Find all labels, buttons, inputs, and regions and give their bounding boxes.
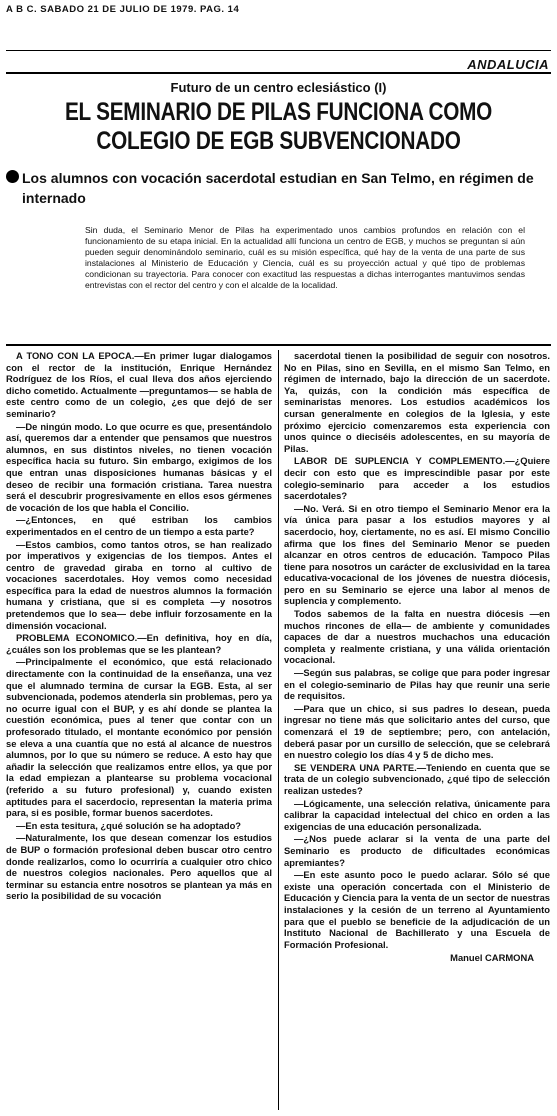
paragraph-text: —No. Verá. Si en otro tiempo el Seminario Menor era la vía única para pasar a los estudios mayores y al sacerdocio, hoy, ciertamente, no es así. El mismo Concilio afirma que los fines del Seminario Menor se pueden alcanzar en otros centros de educación. Tampoco Pilas tiene para nosotros un carácter de exclusividad en la tarea educativa-vocacional de los jóvenes de nuestra diócesis, pero en su Seminario se ejerce una labor al menos de suplencia y complemento. <box>284 502 550 607</box>
article-paragraph <box>284 608 550 666</box>
article-paragraph <box>6 421 272 514</box>
bullet-icon <box>6 170 19 183</box>
article-paragraph <box>284 350 550 454</box>
paragraph-text: —¿Entonces, en qué estriban los cambios experimentados en el centro de un tiempo a esta parte? <box>6 514 272 537</box>
paragraph-subheading: A TONO CON LA EPOCA. <box>16 350 135 361</box>
article-paragraph <box>6 514 272 537</box>
paragraph-text: —Según sus palabras, se colige que para poder ingresar en el colegio-seminario de Pilas hay que reunir una serie de requisitos. <box>284 667 550 702</box>
article-paragraph <box>284 869 550 950</box>
article-paragraph <box>284 503 550 607</box>
lead-rule <box>6 344 551 346</box>
paragraph-subheading: PROBLEMA ECONOMICO. <box>16 632 138 644</box>
section-rule <box>6 72 551 74</box>
article-headline <box>54 98 503 156</box>
column-divider <box>278 350 279 1110</box>
paragraph-text: —En esta tesitura, ¿qué solución se ha adoptado? <box>16 819 242 831</box>
article-paragraph <box>6 350 272 420</box>
article-paragraph <box>6 656 272 818</box>
paragraph-text: —En primer lugar dialogamos con el rector de la institución, Enrique Hernández Rodríguez de los Ríos, el cual lleva dos años ejerciendo dicho cometido. Actualmente —preguntamos— se habla de este centro como de un colegio, ¿es que dejó de ser seminario? <box>6 350 272 419</box>
article-paragraph <box>6 632 272 655</box>
article-lead: Sin duda, el Seminario Menor de Pilas ha experimentado unos cambios profundos en relación con el funcionamiento de su etapa inicial. En la actualidad allí funciona un centro de EGB, y muchos se preguntan si aún pueden seguir denominándolo seminario, cuál es su misión específica, qué hay de la venta de una parte de sus instalaciones al Ministerio de Educación y Ciencia, cuál es su proyección actual y qué tipo de problemas condicionan su trayectoria. Para conocer con exactitud las respuestas a dichas interrogantes mantuvimos sendas entrevistas con el rector del centro y con el alcalde de la localidad. <box>85 225 525 290</box>
article-kicker: Futuro de un centro eclesiástico (I) <box>170 80 387 95</box>
header-rule <box>6 50 551 51</box>
paragraph-text: —Principalmente el económico, que está relacionado directamente con la continuidad de la enseñanza, una vez que el alumnado termina de cursar la EGB. Esta, al ser subvencionada, podemos atenderla sin problemas, pero ya no ocurre igual con el BUP, y es ahí donde se plantea la cuestión económica, pues al tener que contar con un profesorado titulado, el montante económico por pensión se eleva a una cuantía que no está al alcance de nuestros alumnos, por lo que su número se reduce. A esto hay que añadir la selección que realizamos entre ellos, ya que por la edad empiezan a plantearse su problema vocacional (referido a su futuro profesional) y, cuando existen aptitudes para el sacerdocio, representan la materia prima para, si es posible, formar buenos sacerdotes. <box>6 656 272 819</box>
article-subhead: Los alumnos con vocación sacerdotal estudian en San Telmo, en régimen de internado <box>22 170 534 206</box>
left-column <box>6 350 272 903</box>
paragraph-text: —Teniendo en cuenta que se trata de un colegio subvencionado, ¿qué tipo de selección realizan ustedes? <box>284 761 550 796</box>
article-paragraph <box>6 820 272 832</box>
paragraph-text: Todos sabemos de la falta en nuestra diócesis —en muchos rincones de ella— de ambiente y comunidades capaces de dar a nuestros muchachos una educación completa y realmente cristiana, y una válida orientación vocacional. <box>284 608 550 666</box>
article-paragraph <box>284 833 550 868</box>
page-header-line: A B C. SABADO 21 DE JULIO DE 1979. PAG. 14 <box>6 4 240 15</box>
paragraph-text: —Naturalmente, los que desean comenzar los estudios de BUP o formación profesional deben buscar otro centro donde realizarlos, como lo ocurriría a cualquier otro chico de nuestros colegios nacionales. Pero aquellos que al terminar su estancia entre nosotros se plantean ya más en serio la posibilidad de su vocación <box>6 832 272 902</box>
paragraph-text: —Estos cambios, como tantos otros, se han realizado por imperativos y exigencias de los tiempos. Antes el centro de gravedad giraba en torno al cultivo de vocaciones sacerdotales. Hoy vemos como necesidad específica para la edad de nuestros alumnos la formación humana y cristiana, que si es completa —y nosotros pretendemos que lo sea— debe influir forzosamente en la dimensión vocacional. <box>6 538 272 631</box>
article-paragraph <box>284 703 550 761</box>
right-column <box>284 350 550 964</box>
paragraph-text: —En definitiva, hoy en día, ¿cuáles son los problemas que se les plantean? <box>6 632 272 655</box>
article-paragraph <box>6 832 272 902</box>
headline-line-1: EL SEMINARIO DE PILAS FUNCIONA COMO <box>64 98 493 126</box>
article-paragraph <box>284 667 550 702</box>
paragraph-text: —¿Quiere decir con esto que es imprescindible pasar por este colegio-seminario para acceder a los estudios sacerdotales? <box>284 455 550 502</box>
article-paragraph <box>6 539 272 632</box>
article-paragraph <box>284 762 550 797</box>
headline-line-2: COLEGIO DE EGB SUBVENCIONADO <box>96 127 461 155</box>
article-paragraph <box>284 798 550 833</box>
author-signature: Manuel CARMONA <box>450 952 534 964</box>
section-label: ANDALUCIA <box>467 57 549 72</box>
paragraph-text: —Lógicamente, una selección relativa, únicamente para calibrar la capacidad intelectual del chico en orden a las exigencias de una educación personalizada. <box>284 797 550 832</box>
paragraph-text: sacerdotal tienen la posibilidad de seguir con nosotros. No en Pilas, sino en Sevilla, en el mismo San Telmo, en régimen de internado, bajo la dirección de un sacerdote. Ya, quizás, con la condición más específica de seminaristas menores. Los estudios académicos los cursan generalmente en colegios de la Iglesia, y este próximo ejercicio comenzaremos esta experiencia con unos quince o dieciséis adolescentes, en su mayoría de Pilas. <box>284 350 550 454</box>
paragraph-subheading: LABOR DE SUPLENCIA Y COMPLEMENTO. <box>294 455 506 467</box>
paragraph-text: —Para que un chico, si sus padres lo desean, pueda ingresar no tiene más que solicitario antes del curso, que comenzará el 19 de septiembre; pero, con antelación, deberá pasar por un cursillo de selección, que se celebrará en nuestro colegio los días 4 y 5 de dicho mes. <box>284 702 550 761</box>
paragraph-text: —¿Nos puede aclarar si la venta de una parte del Seminario es producto de dificultades económicas apremiantes? <box>284 833 550 868</box>
article-paragraph <box>284 455 550 501</box>
paragraph-text: —De ningún modo. Lo que ocurre es que, presentándolo así, queremos dar a entender que pensamos que nuestros alumnos, en sus distintos niveles, no tienen vocación específica hacia su futuro. Sin embargo, exigimos de los que entran unas disposiciones humanas básicas y el deseo de recibir una formación cristiana. Tarea nuestra será el descubrir progresivamente en ellos esos gérmenes de vocación de los que habla el Concilio. <box>6 420 272 513</box>
paragraph-subheading: SE VENDERA UNA PARTE. <box>294 761 417 773</box>
paragraph-text: —En este asunto poco le puedo aclarar. Sólo sé que existe una operación concertada con el Ministerio de Educación y Ciencia para la venta de un sector de nuestras instalaciones y la cesión de un terreno al Ayuntamiento para que el pueblo se beneficie de la adjudicación de un Instituto Nacional de Bachillerato y una Escuela de Formación Profesional. <box>284 869 550 950</box>
